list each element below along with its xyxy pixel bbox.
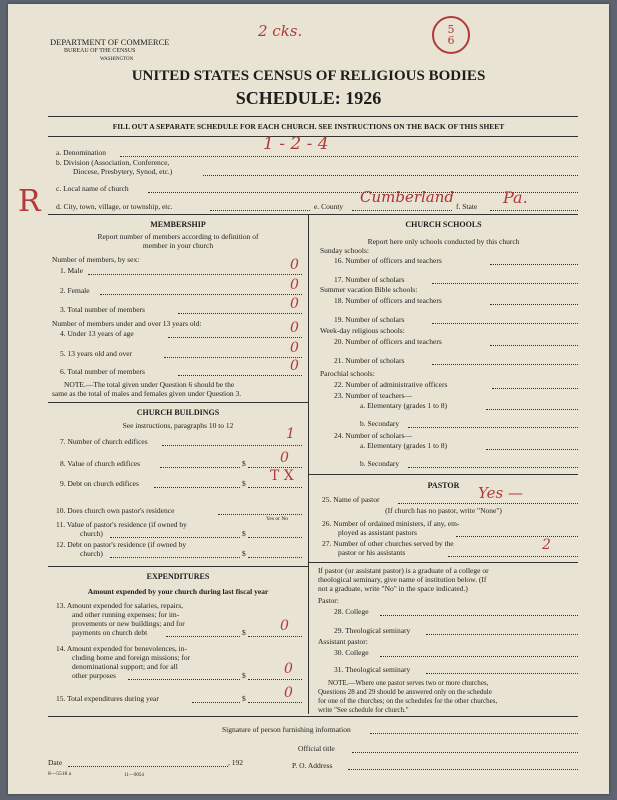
q29-label: 29. Theological seminary	[334, 626, 411, 635]
state-value: Pa.	[503, 188, 528, 207]
q23-label: 23. Number of teachers—	[334, 391, 412, 400]
q27-value: 2	[542, 537, 551, 553]
schools-bottom-rule	[309, 474, 578, 475]
q24a-line	[486, 449, 578, 450]
q30-label: 30. College	[334, 648, 369, 657]
official-title-label: Official title	[298, 744, 335, 753]
q4-label: 4. Under 13 years of age	[60, 329, 134, 338]
buildings-intro: See instructions, paragraphs 10 to 12	[122, 421, 234, 430]
weekday-schools-label: Week-day religious schools:	[320, 326, 405, 335]
education-text-3: not a graduate, write "No" in the space indicated.)	[318, 584, 468, 593]
q13-label-1: 13. Amount expended for salaries, repairs,	[56, 601, 184, 610]
q24b-line	[408, 467, 578, 468]
q11-label-2: church)	[80, 529, 103, 538]
q16-line	[490, 264, 578, 265]
q31-label: 31. Theological seminary	[334, 665, 411, 674]
q14-label-4: other purposes	[72, 671, 116, 680]
q12-leader	[110, 557, 240, 558]
q14-label-2: cluding home and foreign missions; for	[72, 653, 191, 662]
division-label-2: Diocese, Presbytery, Synod, etc.)	[73, 167, 173, 176]
q10-line	[218, 514, 302, 515]
expenditures-heading: EXPENDITURES	[146, 572, 210, 581]
instruction-banner: FILL OUT A SEPARATE SCHEDULE FOR EACH CHURCH. SEE INSTRUCTIONS ON THE BACK OF THIS SHEET	[112, 122, 505, 131]
official-title-line	[352, 752, 578, 753]
q14-line	[248, 679, 302, 680]
q18-label: 18. Number of officers and teachers	[334, 296, 442, 305]
pastor-heading: PASTOR	[427, 481, 460, 490]
department-label: DEPARTMENT OF COMMERCE	[50, 37, 170, 47]
pastor-note-2: Questions 28 and 29 should be answered only on the schedule	[318, 688, 492, 696]
q9-line	[248, 487, 302, 488]
q11-dollar: $	[242, 529, 246, 538]
bureau-label: BUREAU OF THE CENSUS	[64, 48, 136, 54]
local-name-label: c. Local name of church	[56, 184, 129, 193]
membership-intro-1: Report number of members according to definition of	[97, 232, 259, 241]
q13-value: 0	[280, 618, 289, 634]
q16-label: 16. Number of officers and teachers	[334, 256, 442, 265]
q15-value: 0	[284, 685, 293, 701]
yes-no-hint: Yes or No	[266, 516, 289, 522]
q11-line	[248, 537, 302, 538]
center-divider	[308, 214, 309, 714]
q15-line	[248, 702, 302, 703]
q14-dollar: $	[242, 671, 246, 680]
census-schedule-page	[8, 4, 609, 794]
education-text-2: theological seminary, give name of institution below. (If	[318, 575, 487, 584]
q6-label: 6. Total number of members	[60, 367, 145, 376]
q1-label: 1. Male	[60, 266, 83, 275]
city-town-label: d. City, town, village, or township, etc.	[56, 202, 173, 211]
q26-label-1: 26. Number of ordained ministers, if any, em-	[322, 519, 460, 528]
q6-line	[178, 375, 302, 376]
q1-value: 0	[290, 257, 299, 273]
q24-label: 24. Number of scholars—	[334, 431, 412, 440]
pastor-note-4: write "See schedule for church."	[318, 706, 409, 714]
q27-label-1: 27. Number of other churches served by the	[322, 539, 454, 548]
county-line	[352, 210, 452, 211]
schools-intro: Report here only schools conducted by this church	[367, 237, 520, 246]
q8-leader	[160, 467, 240, 468]
q18-line	[490, 304, 578, 305]
buildings-bottom-rule	[48, 566, 308, 567]
q3-value: 0	[290, 296, 299, 312]
q3-label: 3. Total number of members	[60, 305, 145, 314]
q13-label-4: payments on church debt	[72, 628, 148, 637]
q11-label-1: 11. Value of pastor's residence (if owned by	[56, 520, 187, 529]
q3-line	[178, 313, 302, 314]
division-line	[203, 175, 578, 176]
q21-label: 21. Number of scholars	[334, 356, 405, 365]
q12-label-1: 12. Debt on pastor's residence (if owned by	[56, 540, 187, 549]
members-by-age-label: Number of members under and over 13 years old:	[52, 319, 202, 328]
division-label-1: b. Division (Association, Conference,	[56, 158, 170, 167]
education-text-1: If pastor (or assistant pastor) is a graduate of a college or	[318, 566, 489, 575]
pastor-subheading: Pastor:	[318, 596, 339, 605]
handwritten-top-note: 2 cks.	[258, 22, 303, 40]
q26-label-2: ployed as assistant pastors	[338, 528, 417, 537]
q30-line	[380, 656, 578, 657]
members-by-sex-label: Number of members, by sex:	[52, 255, 140, 264]
form-title: UNITED STATES CENSUS OF RELIGIOUS BODIES	[131, 68, 486, 84]
q19-line	[432, 323, 578, 324]
state-label: f. State	[456, 202, 478, 211]
buildings-heading: CHURCH BUILDINGS	[136, 408, 220, 417]
margin-letter: R	[18, 184, 41, 219]
parochial-schools-label: Parochial schools:	[320, 369, 375, 378]
pastor-note-1: NOTE.—Where one pastor serves two or more churches,	[328, 679, 489, 687]
membership-note-1: NOTE.—The total given under Question 6 should be the	[64, 380, 235, 389]
q26-line	[456, 536, 578, 537]
header-rule	[48, 116, 578, 117]
q4-line	[168, 337, 302, 338]
membership-intro-2: member in your church	[142, 241, 214, 250]
q9-label: 9. Debt on church edifices	[60, 479, 139, 488]
city-label: WASHINGTON	[100, 57, 134, 62]
q6-value: 0	[290, 358, 299, 374]
po-address-line	[348, 769, 578, 770]
q11-leader	[110, 537, 240, 538]
q21-line	[432, 364, 578, 365]
city-town-line	[210, 210, 310, 211]
membership-note-2: same as the total of males and females given under Question 3.	[52, 389, 242, 398]
q13-leader	[166, 636, 240, 637]
q25-hint: (If church has no pastor, write "None")	[385, 506, 502, 515]
q13-line	[248, 636, 302, 637]
q13-label-3: provements or new buildings; and for	[72, 619, 185, 628]
footer-top-rule	[48, 716, 578, 717]
q2-label: 2. Female	[60, 286, 90, 295]
q20-line	[490, 345, 578, 346]
q20-label: 20. Number of officers and teachers	[334, 337, 442, 346]
q24b-label: b. Secondary	[360, 459, 400, 468]
q13-dollar: $	[242, 628, 246, 637]
date-year: , 192	[228, 758, 243, 767]
q28-label: 28. College	[334, 607, 369, 616]
q13-label-2: and other running expenses; for im-	[72, 610, 180, 619]
q15-leader	[192, 702, 240, 703]
q19-label: 19. Number of scholars	[334, 315, 405, 324]
q10-label: 10. Does church own pastor's residence	[56, 506, 175, 515]
county-value: Cumberland	[360, 188, 455, 206]
q8-value: 0	[280, 450, 289, 466]
date-line	[68, 766, 228, 767]
denomination-label: a. Denomination	[56, 148, 106, 157]
q5-value: 0	[290, 340, 299, 356]
denomination-value: 1 - 2 - 4	[263, 134, 329, 154]
q14-leader	[128, 679, 240, 680]
expenditures-intro: Amount expended by your church during last fiscal year	[87, 587, 269, 596]
q17-label: 17. Number of scholars	[334, 275, 405, 284]
q29-line	[426, 634, 578, 635]
q2-value: 0	[290, 277, 299, 293]
q25-label: 25. Name of pastor	[322, 495, 380, 504]
q14-label-3: denominational support; and for all	[72, 662, 178, 671]
q15-label: 15. Total expenditures during year	[56, 694, 159, 703]
q31-line	[426, 673, 578, 674]
circled-number-stamp: 5 6	[432, 16, 470, 54]
signature-label: Signature of person furnishing information	[222, 725, 351, 734]
membership-heading: MEMBERSHIP	[150, 220, 206, 229]
q12-label-2: church)	[80, 549, 103, 558]
q23a-line	[486, 409, 578, 410]
q27-line	[448, 556, 578, 557]
q25-value: Yes —	[478, 484, 523, 502]
county-label: e. County	[314, 202, 344, 211]
q22-label: 22. Number of administrative officers	[334, 380, 448, 389]
po-address-label: P. O. Address	[292, 761, 333, 770]
schools-heading: CHURCH SCHOOLS	[405, 220, 482, 229]
denomination-line	[120, 156, 578, 157]
schedule-title: SCHEDULE: 1926	[235, 88, 382, 108]
q15-dollar: $	[242, 694, 246, 703]
q14-label-1: 14. Amount expended for benevolences, in-	[56, 644, 188, 653]
q7-value: 1	[286, 426, 295, 442]
q9-leader	[154, 487, 240, 488]
assistant-pastor-subheading: Assistant pastor:	[318, 637, 368, 646]
q12-line	[248, 557, 302, 558]
q5-line	[164, 357, 302, 358]
section-top-rule	[48, 214, 578, 215]
summer-schools-label: Summer vacation Bible schools:	[320, 285, 418, 294]
q23b-line	[408, 427, 578, 428]
q8-dollar: $	[242, 459, 246, 468]
q1-line	[88, 274, 302, 275]
q23b-label: b. Secondary	[360, 419, 400, 428]
q9-value: T X	[270, 468, 294, 484]
q25-line	[398, 503, 578, 504]
membership-bottom-rule	[48, 402, 308, 403]
q27-label-2: pastor or his assistants	[338, 548, 406, 557]
q5-label: 5. 13 years old and over	[60, 349, 133, 358]
state-line	[490, 210, 578, 211]
q24a-label: a. Elementary (grades 1 to 8)	[360, 441, 448, 450]
print-number: 11—9054	[124, 773, 144, 778]
pastor-note-3: for one of the churches; on the schedules for the other churches,	[318, 697, 498, 705]
q7-line	[162, 445, 302, 446]
q9-dollar: $	[242, 479, 246, 488]
form-number: 8—5518 a	[48, 771, 72, 777]
q17-line	[432, 283, 578, 284]
q12-dollar: $	[242, 549, 246, 558]
q2-line	[100, 294, 302, 295]
q8-label: 8. Value of church edifices	[60, 459, 141, 468]
q28-line	[380, 615, 578, 616]
date-label: Date	[48, 758, 63, 767]
pastor-rule	[309, 562, 578, 563]
q14-value: 0	[284, 661, 293, 677]
q22-line	[492, 388, 578, 389]
q23a-label: a. Elementary (grades 1 to 8)	[360, 401, 448, 410]
q4-value: 0	[290, 320, 299, 336]
sunday-schools-label: Sunday schools:	[320, 246, 369, 255]
q7-label: 7. Number of church edifices	[60, 437, 148, 446]
signature-line	[370, 733, 578, 734]
